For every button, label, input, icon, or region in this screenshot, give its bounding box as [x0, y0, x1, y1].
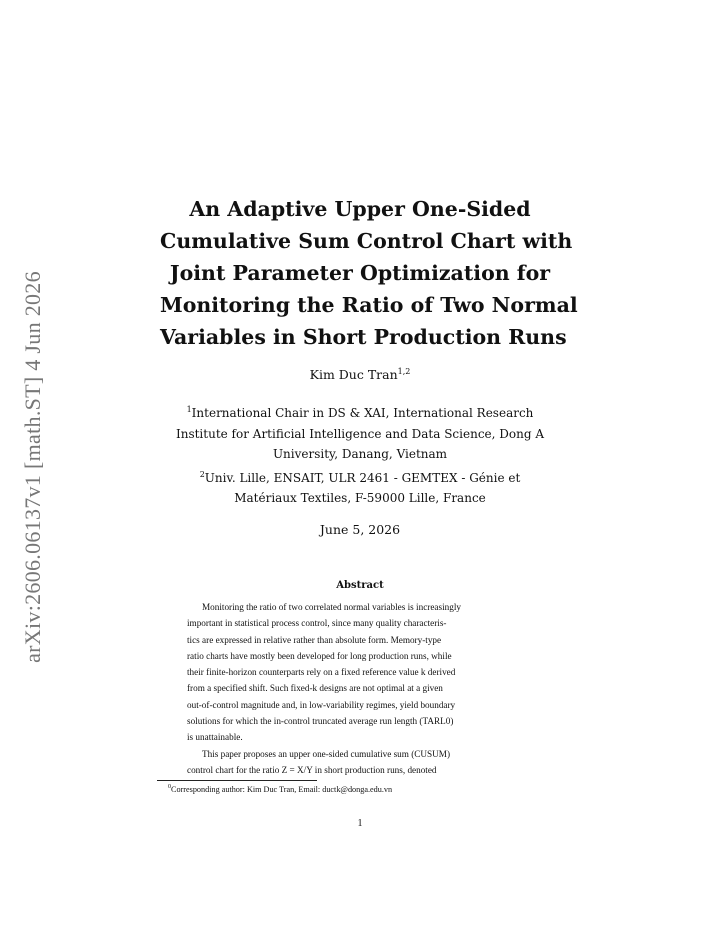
author-line	[160, 367, 560, 382]
abstract-line: This paper proposes an upper one-sided cumulative sum (CUSUM)	[202, 748, 451, 759]
abstract-line: ratio charts have mostly been developed for long production runs, while	[187, 650, 452, 661]
affiliation-line: Matériaux Textiles, F-59000 Lille, France	[234, 491, 486, 505]
abstract-body	[187, 599, 532, 778]
footnote-mark: 0	[168, 784, 171, 790]
title-line: Cumulative Sum Control Chart with	[160, 229, 573, 253]
footnote-text: Corresponding author: Kim Duc Tran, Email: ductk@donga.edu.vn	[171, 785, 393, 794]
affiliation-line	[150, 400, 570, 424]
affiliation-line: Institute for Artificial Intelligence and Data Science, Dong A	[175, 426, 545, 441]
arxiv-identifier-text: arXiv:2606.06137v1 [math.ST] 4 Jun 2026	[20, 271, 45, 663]
abstract-line: important in statistical process control, since many quality characteris-	[187, 618, 447, 629]
affiliation-mark: 2	[199, 469, 205, 479]
footnote-divider	[157, 780, 317, 781]
title-line: Monitoring the Ratio of Two Normal	[160, 293, 578, 317]
abstract-line: control chart for the ratio Z = X/Y in short production runs, denoted	[187, 764, 437, 775]
author-name: Kim Duc Tran	[309, 367, 398, 382]
paper-title	[160, 193, 578, 353]
affiliation-line: University, Danang, Vietnam	[272, 447, 448, 461]
abstract-line: Monitoring the ratio of two correlated normal variables is increasingly	[202, 602, 461, 612]
affiliation-text: Univ. Lille, ENSAIT, ULR 2461 - GEMTEX - Génie et	[204, 470, 521, 485]
affiliation-mark: 1	[186, 405, 192, 414]
abstract-line: from a specified shift. Such fixed-k designs are not optimal at a given	[187, 683, 443, 694]
abstract-line: their finite-horizon counterparts rely on a fixed reference value k derived	[187, 667, 456, 678]
title-line: Joint Parameter Optimization for	[169, 261, 551, 285]
abstract-line: out-of-control magnitude and, in low-variability regimes, yield boundary	[187, 699, 456, 710]
abstract-line: tics are expressed in relative rather than absolute form. Memory-type	[187, 634, 442, 645]
title-line: An Adaptive Upper One-Sided	[189, 197, 531, 221]
abstract-heading: Abstract	[336, 580, 384, 591]
paper-date: June 5, 2026	[319, 522, 401, 537]
page-number: 1	[357, 818, 363, 829]
abstract-line: is unattainable.	[187, 732, 243, 743]
abstract-line: solutions for which the in-control truncated average run length (TARL0)	[187, 716, 454, 727]
affiliation-line	[150, 465, 570, 489]
affiliations	[150, 400, 570, 509]
title-line: Variables in Short Production Runs	[160, 325, 567, 349]
arxiv-identifier-stamp	[12, 257, 54, 677]
affiliation-text: International Chair in DS & XAI, International Research	[191, 406, 534, 420]
footnote	[168, 784, 392, 794]
author-affiliation-marks: 1,2	[397, 367, 411, 376]
